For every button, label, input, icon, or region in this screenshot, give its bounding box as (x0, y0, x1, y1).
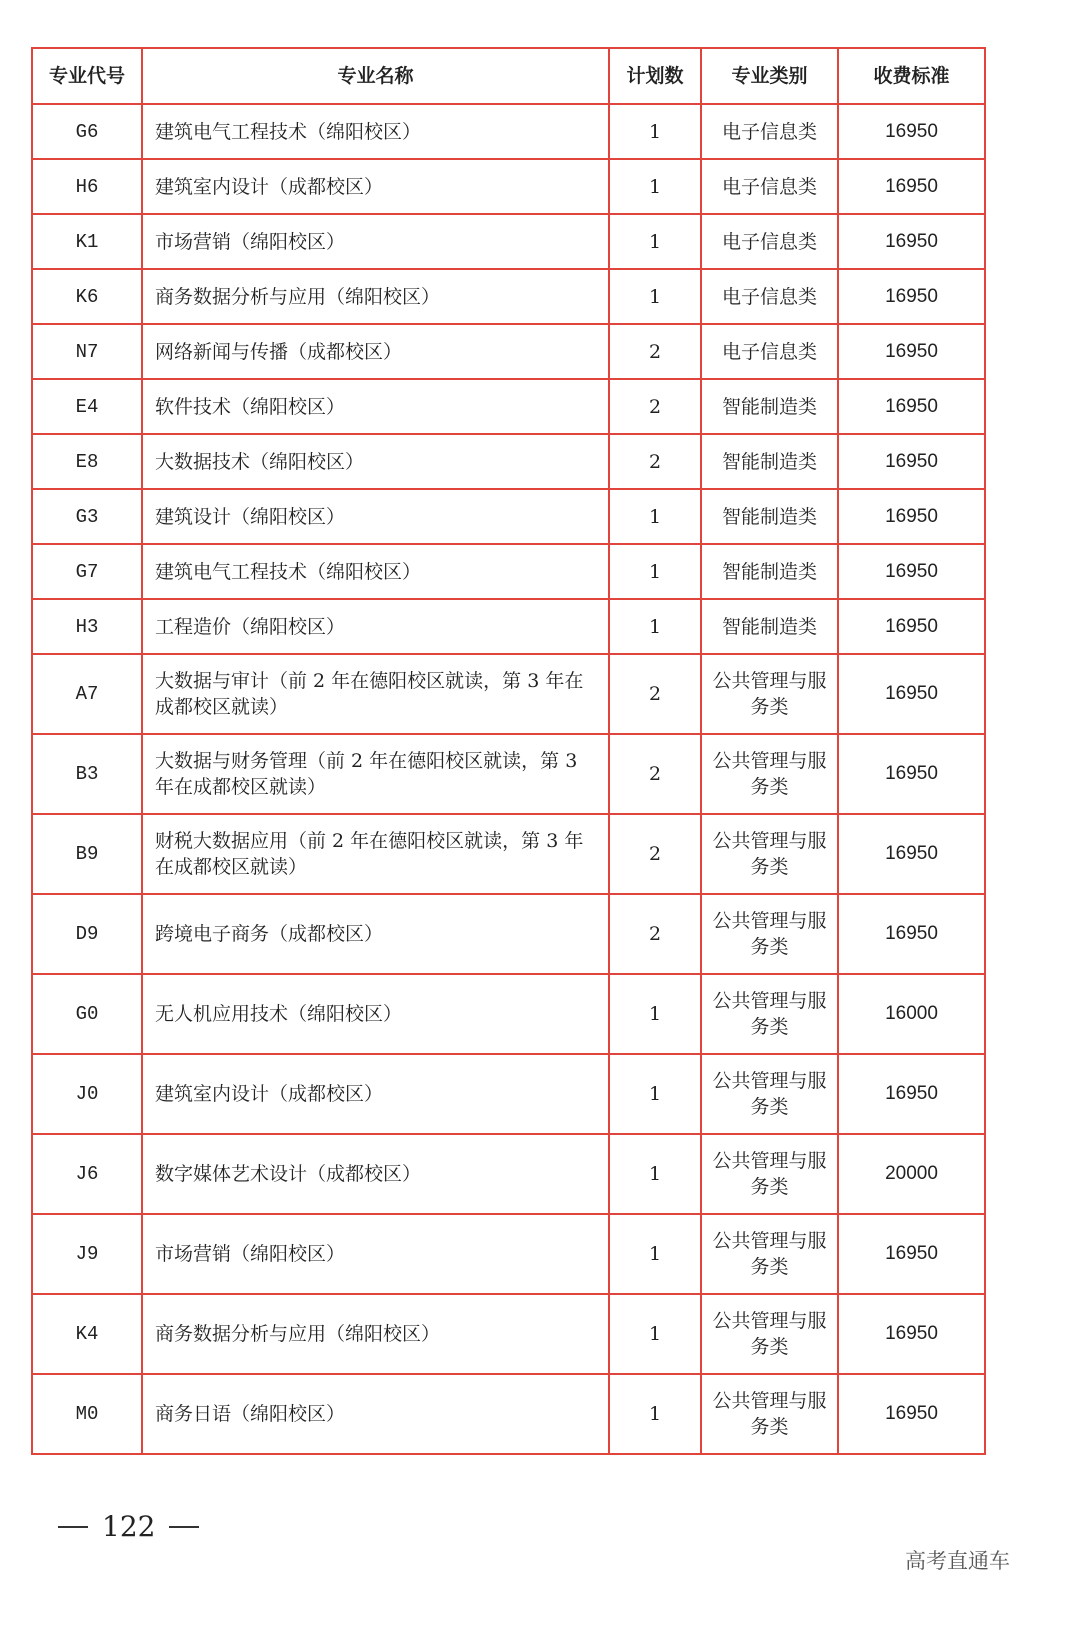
header-code: 专业代号 (32, 48, 142, 104)
cell-code: B3 (32, 734, 142, 814)
cell-code: K4 (32, 1294, 142, 1374)
cell-category: 公共管理与服务类 (701, 734, 838, 814)
cell-fee: 16950 (838, 1214, 985, 1294)
cell-fee: 16950 (838, 379, 985, 434)
cell-code: M0 (32, 1374, 142, 1454)
cell-fee: 16950 (838, 734, 985, 814)
cell-code: G7 (32, 544, 142, 599)
cell-name: 建筑室内设计（成都校区） (142, 1054, 609, 1134)
cell-category: 电子信息类 (701, 159, 838, 214)
cell-name: 跨境电子商务（成都校区） (142, 894, 609, 974)
cell-fee: 16950 (838, 1294, 985, 1374)
table-row (32, 269, 985, 324)
cell-fee: 20000 (838, 1134, 985, 1214)
cell-plan: 2 (609, 434, 701, 489)
cell-category: 电子信息类 (701, 104, 838, 159)
cell-fee: 16950 (838, 214, 985, 269)
cell-plan: 2 (609, 814, 701, 894)
header-fee: 收费标准 (838, 48, 985, 104)
cell-category: 公共管理与服务类 (701, 1054, 838, 1134)
cell-code: E8 (32, 434, 142, 489)
table-row (32, 894, 985, 974)
cell-name: 建筑电气工程技术（绵阳校区） (142, 104, 609, 159)
cell-code: G0 (32, 974, 142, 1054)
table-row (32, 544, 985, 599)
cell-plan: 1 (609, 104, 701, 159)
cell-category: 电子信息类 (701, 269, 838, 324)
table-row (32, 379, 985, 434)
cell-plan: 1 (609, 974, 701, 1054)
cell-name: 市场营销（绵阳校区） (142, 1214, 609, 1294)
page-number-text: 122 (102, 1510, 156, 1543)
cell-plan: 2 (609, 654, 701, 734)
cell-name: 建筑电气工程技术（绵阳校区） (142, 544, 609, 599)
cell-plan: 1 (609, 159, 701, 214)
table-row (32, 1054, 985, 1134)
cell-fee: 16950 (838, 489, 985, 544)
cell-plan: 2 (609, 379, 701, 434)
table-body (32, 104, 985, 1454)
cell-name: 建筑设计（绵阳校区） (142, 489, 609, 544)
cell-fee: 16950 (838, 159, 985, 214)
cell-name: 数字媒体艺术设计（成都校区） (142, 1134, 609, 1214)
cell-category: 智能制造类 (701, 434, 838, 489)
cell-category: 公共管理与服务类 (701, 894, 838, 974)
table-row (32, 489, 985, 544)
cell-fee: 16950 (838, 269, 985, 324)
cell-code: D9 (32, 894, 142, 974)
header-plan: 计划数 (609, 48, 701, 104)
cell-category: 电子信息类 (701, 324, 838, 379)
cell-fee: 16950 (838, 654, 985, 734)
cell-fee: 16950 (838, 324, 985, 379)
table-row (32, 1294, 985, 1374)
page-dash-left (58, 1526, 88, 1528)
cell-category: 公共管理与服务类 (701, 1374, 838, 1454)
cell-code: J6 (32, 1134, 142, 1214)
cell-category: 智能制造类 (701, 599, 838, 654)
cell-category: 公共管理与服务类 (701, 814, 838, 894)
cell-plan: 1 (609, 214, 701, 269)
table-row (32, 1214, 985, 1294)
table-row (32, 734, 985, 814)
table-row (32, 434, 985, 489)
page-number (44, 1510, 213, 1543)
cell-code: H6 (32, 159, 142, 214)
cell-code: J0 (32, 1054, 142, 1134)
table-row (32, 974, 985, 1054)
header-name: 专业名称 (142, 48, 609, 104)
cell-plan: 1 (609, 1134, 701, 1214)
cell-plan: 1 (609, 1054, 701, 1134)
cell-fee: 16950 (838, 104, 985, 159)
cell-plan: 1 (609, 544, 701, 599)
cell-fee: 16950 (838, 894, 985, 974)
table-row (32, 214, 985, 269)
cell-fee: 16950 (838, 1054, 985, 1134)
cell-fee: 16950 (838, 599, 985, 654)
cell-plan: 1 (609, 1214, 701, 1294)
admission-plan-table (31, 47, 986, 1455)
table-row (32, 324, 985, 379)
table-row (32, 599, 985, 654)
table-row (32, 1374, 985, 1454)
page-dash-right (169, 1526, 199, 1528)
cell-plan: 2 (609, 324, 701, 379)
cell-plan: 2 (609, 734, 701, 814)
table-row (32, 814, 985, 894)
cell-plan: 1 (609, 489, 701, 544)
cell-name: 市场营销（绵阳校区） (142, 214, 609, 269)
cell-code: H3 (32, 599, 142, 654)
cell-plan: 1 (609, 1294, 701, 1374)
cell-category: 公共管理与服务类 (701, 1134, 838, 1214)
cell-plan: 1 (609, 269, 701, 324)
cell-category: 智能制造类 (701, 379, 838, 434)
cell-category: 电子信息类 (701, 214, 838, 269)
table-row (32, 1134, 985, 1214)
cell-category: 智能制造类 (701, 489, 838, 544)
cell-code: E4 (32, 379, 142, 434)
watermark: 高考直通车 (905, 1549, 1010, 1573)
cell-name: 软件技术（绵阳校区） (142, 379, 609, 434)
cell-code: A7 (32, 654, 142, 734)
cell-fee: 16950 (838, 814, 985, 894)
cell-fee: 16950 (838, 434, 985, 489)
table-row (32, 104, 985, 159)
cell-code: J9 (32, 1214, 142, 1294)
cell-name: 大数据技术（绵阳校区） (142, 434, 609, 489)
cell-name: 大数据与审计（前 2 年在德阳校区就读，第 3 年在成都校区就读） (142, 654, 609, 734)
cell-plan: 2 (609, 894, 701, 974)
cell-code: N7 (32, 324, 142, 379)
table-header-row (32, 48, 985, 104)
cell-name: 无人机应用技术（绵阳校区） (142, 974, 609, 1054)
cell-category: 智能制造类 (701, 544, 838, 599)
cell-plan: 1 (609, 599, 701, 654)
cell-category: 公共管理与服务类 (701, 974, 838, 1054)
cell-name: 大数据与财务管理（前 2 年在德阳校区就读，第 3 年在成都校区就读） (142, 734, 609, 814)
table-row (32, 654, 985, 734)
cell-code: B9 (32, 814, 142, 894)
cell-code: K1 (32, 214, 142, 269)
cell-name: 网络新闻与传播（成都校区） (142, 324, 609, 379)
table-row (32, 159, 985, 214)
cell-plan: 1 (609, 1374, 701, 1454)
cell-name: 建筑室内设计（成都校区） (142, 159, 609, 214)
cell-fee: 16950 (838, 544, 985, 599)
cell-name: 工程造价（绵阳校区） (142, 599, 609, 654)
header-category: 专业类别 (701, 48, 838, 104)
cell-code: G6 (32, 104, 142, 159)
cell-name: 财税大数据应用（前 2 年在德阳校区就读，第 3 年在成都校区就读） (142, 814, 609, 894)
cell-name: 商务数据分析与应用（绵阳校区） (142, 269, 609, 324)
cell-fee: 16950 (838, 1374, 985, 1454)
cell-name: 商务数据分析与应用（绵阳校区） (142, 1294, 609, 1374)
cell-category: 公共管理与服务类 (701, 1214, 838, 1294)
cell-category: 公共管理与服务类 (701, 654, 838, 734)
cell-name: 商务日语（绵阳校区） (142, 1374, 609, 1454)
cell-fee: 16000 (838, 974, 985, 1054)
cell-code: K6 (32, 269, 142, 324)
cell-code: G3 (32, 489, 142, 544)
cell-category: 公共管理与服务类 (701, 1294, 838, 1374)
